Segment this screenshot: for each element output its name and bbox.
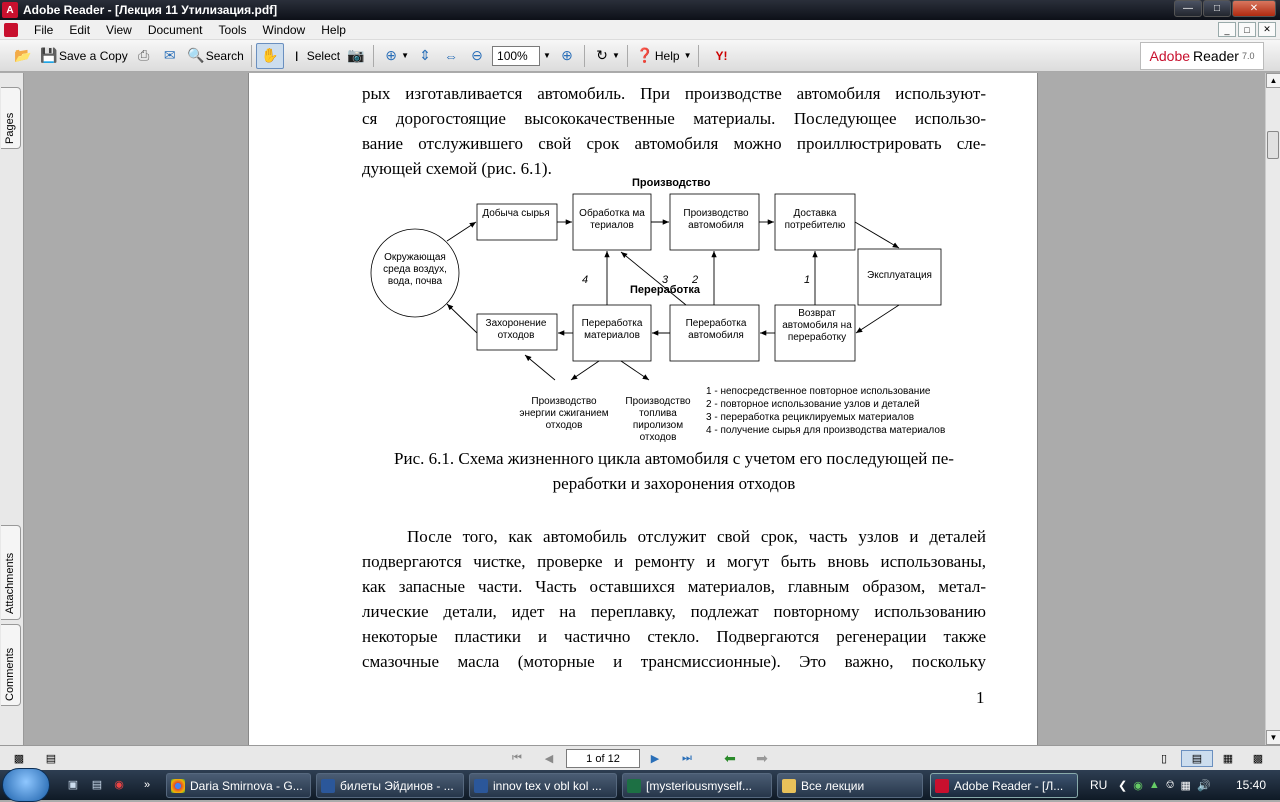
adobe-reader-logo <box>1140 42 1264 70</box>
continuous-facing-view-button[interactable]: ▩ <box>1252 753 1264 765</box>
toolbar-divider <box>373 45 374 67</box>
text-line: рых изготавливается автомобиль. При производстве автомобиля используют- <box>362 84 986 103</box>
taskbar-item-word-1[interactable] <box>316 773 464 798</box>
save-copy-label: Save a Copy <box>59 48 128 63</box>
zoom-out-button[interactable] <box>464 43 490 69</box>
word-icon <box>474 779 488 793</box>
taskbar-item-label: Все лекции <box>801 778 865 793</box>
logo-product: Reader <box>1193 48 1239 64</box>
rotate-view-button[interactable] <box>589 43 623 69</box>
diagram-title-production: Производство <box>632 177 711 189</box>
logo-brand: Adobe <box>1149 48 1191 64</box>
chevron-down-icon: ▼ <box>611 51 620 60</box>
taskbar-item-label: билеты Эйдинов - ... <box>340 778 454 793</box>
plus-circle-icon: ⊕ <box>561 47 573 63</box>
previous-page-button[interactable]: ◀ <box>544 753 554 765</box>
scroll-up-arrow[interactable]: ▲ <box>1266 73 1280 88</box>
logo-version: 7.0 <box>1241 51 1255 61</box>
tab-pages-label: Pages <box>4 112 16 144</box>
page-size-icon: ▩ <box>13 753 25 765</box>
last-page-button[interactable]: ⏭ <box>682 752 692 764</box>
switch-windows-icon[interactable]: ▤ <box>91 779 103 791</box>
toolbar-divider <box>251 45 252 67</box>
adobe-reader-icon <box>935 779 949 793</box>
chrome-quicklaunch-icon[interactable]: ◉ <box>114 779 124 791</box>
close-button[interactable]: ✕ <box>1232 0 1276 17</box>
chevron-down-icon: ▼ <box>683 51 692 60</box>
label-num-4: 4 <box>582 274 589 286</box>
yahoo-button[interactable] <box>703 43 739 69</box>
fit-page-button[interactable] <box>412 43 438 69</box>
status-bar <box>0 745 1280 770</box>
tray-expand-icon[interactable]: ❮ <box>1118 779 1128 792</box>
next-page-button[interactable]: ▶ <box>650 753 660 765</box>
legend-item: 4 - получение сырья для производства материалов <box>706 425 946 436</box>
text-line: ся дорогостоящие высококачественные материалы. Последующее использо- <box>362 109 986 128</box>
search-label: Search <box>205 48 244 63</box>
tray-app-icon[interactable]: ◉ <box>1133 779 1143 792</box>
doc-restore-button[interactable]: □ <box>1238 22 1256 37</box>
print-button[interactable] <box>131 43 157 69</box>
binoculars-icon: 🔍 <box>187 47 205 63</box>
help-label: Help <box>654 48 680 63</box>
minus-circle-icon: ⊖ <box>471 47 483 63</box>
label-num-3: 3 <box>662 274 669 286</box>
chrome-icon <box>171 779 185 793</box>
page-number: 1 <box>976 688 985 707</box>
label-production: Производство автомобиля <box>683 208 749 231</box>
pdf-page <box>248 73 1038 745</box>
search-button[interactable] <box>183 43 247 69</box>
yahoo-icon: Y! <box>715 48 728 63</box>
toolbar-divider <box>584 45 585 67</box>
zoom-in-tool-button[interactable] <box>378 43 412 69</box>
tray-usb-icon[interactable]: ⎊ <box>1165 778 1175 791</box>
tab-pages[interactable] <box>1 87 21 149</box>
facing-view-button[interactable]: ▦ <box>1222 753 1234 765</box>
title-bar <box>0 0 1280 20</box>
legend-item: 3 - переработка рециклируемых материалов <box>706 412 915 423</box>
legend-item: 2 - повторное использование узлов и деталей <box>706 399 920 410</box>
text-line: лические детали, идет на переплавку, подлежат повторному использованию <box>362 602 986 621</box>
page-number-input[interactable]: 1 of 12 <box>566 749 640 768</box>
magnifier-plus-icon: ⊕ <box>385 47 397 63</box>
tab-attachments-label: Attachments <box>4 552 16 614</box>
menu-bar <box>0 20 1280 40</box>
taskbar-item-label: Daria Smirnova - G... <box>190 778 303 793</box>
minimize-button[interactable]: — <box>1174 0 1202 17</box>
start-button[interactable] <box>2 768 50 802</box>
doc-minimize-button[interactable]: _ <box>1218 22 1236 37</box>
email-button[interactable] <box>157 43 183 69</box>
vertical-scrollbar[interactable] <box>1265 73 1280 745</box>
continuous-view-button[interactable]: ▤ <box>1181 750 1213 767</box>
hand-tool-button[interactable] <box>256 43 284 69</box>
taskbar-item-label: Adobe Reader - [Л... <box>954 778 1064 793</box>
folder-icon <box>782 779 796 793</box>
text-line: После того, как автомобиль отслужит свой срок, часть узлов и деталей <box>407 527 986 546</box>
document-menu-icon[interactable] <box>4 23 18 37</box>
scroll-thumb[interactable] <box>1267 131 1279 159</box>
zoom-in-button[interactable] <box>554 43 580 69</box>
snapshot-button[interactable] <box>343 43 369 69</box>
text-line: некоторые пластики и частично стекло. Подвергаются регенерации также <box>362 627 986 646</box>
email-globe-icon: ✉ <box>163 47 176 63</box>
label-processing: Обработка ма териалов <box>579 208 645 231</box>
legend-item: 1 - непосредственное повторное использование <box>706 386 931 397</box>
folder-open-icon: 📂 <box>14 47 32 63</box>
text-line: дующей схемой (рис. 6.1). <box>362 159 552 178</box>
clock-time: 15:40 <box>1236 778 1267 792</box>
language-indicator[interactable] <box>1090 770 1107 800</box>
help-button[interactable] <box>632 43 695 69</box>
taskbar-clock[interactable] <box>1236 770 1266 800</box>
go-forward-button[interactable]: ➡ <box>756 750 768 766</box>
printer-icon: ⎙ <box>138 47 150 63</box>
taskbar-item-label: [mysteriousmyself... <box>646 778 753 793</box>
open-button[interactable] <box>10 43 36 69</box>
text-line: подвергаются чистке, проверке и ремонту и могут быть вновь использованы, <box>362 552 986 571</box>
tray-network-icon[interactable]: ▲ <box>1148 779 1160 791</box>
camera-icon: 📷 <box>347 47 365 63</box>
label-exploitation: Эксплуатация <box>867 270 932 281</box>
word-icon <box>321 779 335 793</box>
label-return: Возврат автомобиля на переработку <box>782 308 852 343</box>
menu-edit[interactable]: Edit <box>69 22 91 37</box>
fit-page-icon: ⇕ <box>419 47 431 63</box>
menu-document[interactable]: Document <box>147 22 203 37</box>
zoom-level-input[interactable]: 100% <box>492 46 540 66</box>
text-line: как запасные части. Часть оставшихся материалов, главным образом, метал- <box>362 577 986 596</box>
menu-tools[interactable]: Tools <box>218 22 247 37</box>
rotate-page-icon: ↻ <box>596 47 608 63</box>
text-line: вание отслужившего свой срок автомобиля можно проиллюстрировать сле- <box>362 134 986 153</box>
select-tool-button[interactable] <box>284 43 343 69</box>
zoom-dropdown-button[interactable] <box>540 43 554 69</box>
adobe-reader-app-icon: A <box>2 2 18 18</box>
fit-width-button[interactable] <box>438 43 464 69</box>
label-energy: Производство энергии сжиганием отходов <box>519 396 609 431</box>
diagram-legend <box>706 385 945 437</box>
go-back-button[interactable]: ⬅ <box>724 750 736 766</box>
language-label: RU <box>1090 778 1108 792</box>
toolbar-divider <box>698 45 699 67</box>
show-desktop-icon[interactable]: ▣ <box>67 779 79 791</box>
spreadsheet-icon <box>627 779 641 793</box>
menu-window[interactable]: Window <box>262 22 306 37</box>
fit-width-icon: ⇔ <box>444 47 459 64</box>
menu-view[interactable]: View <box>106 22 132 37</box>
tab-attachments[interactable] <box>1 525 21 620</box>
select-label: Select <box>306 48 341 63</box>
label-fuel: Производство топлива пиролизом отходов <box>625 396 691 443</box>
maximize-button[interactable]: □ <box>1203 0 1231 17</box>
label-car-recycling: Переработка автомобиля <box>685 318 747 341</box>
chevron-down-icon: ▼ <box>543 51 551 60</box>
label-num-2: 2 <box>692 274 699 286</box>
single-page-view-button[interactable]: ▯ <box>1160 753 1168 765</box>
system-tray <box>1118 770 1211 800</box>
label-mining: Добыча сырья <box>482 208 550 219</box>
panel-toggle-icon[interactable]: ▤ <box>45 753 57 765</box>
text-cursor-icon: I <box>294 47 299 64</box>
navigation-panel <box>0 73 24 745</box>
help-icon: ❓ <box>636 47 654 63</box>
hand-icon: ✋ <box>261 47 279 63</box>
toolbar <box>0 40 1280 72</box>
label-mat-recycling: Переработка материалов <box>581 318 643 341</box>
scroll-down-arrow[interactable]: ▼ <box>1266 730 1280 745</box>
tab-comments[interactable] <box>1 624 21 706</box>
label-burial: Захоронение отходов <box>485 318 547 341</box>
window-title: Adobe Reader - [Лекция 11 Утилизация.pdf] <box>23 3 278 17</box>
save-copy-button[interactable] <box>36 43 131 69</box>
figure-caption-line: реработки и захоронения отходов <box>552 474 796 493</box>
taskbar-item-label: innov tex v obl kol ... <box>493 778 602 793</box>
taskbar-item-folder[interactable] <box>777 773 923 798</box>
tray-volume-icon[interactable]: 🔊 <box>1196 779 1211 792</box>
text-line: смазочные масла (моторные и трансмиссионные). Это важно, поскольку <box>362 652 986 671</box>
taskbar-item-word-2[interactable] <box>469 773 617 798</box>
document-view[interactable] <box>25 73 1265 745</box>
windows-taskbar <box>0 770 1280 800</box>
label-environment: Окружающая среда воздух, вода, почва <box>383 252 447 287</box>
chevron-down-icon: ▼ <box>401 51 410 60</box>
toolbar-divider <box>627 45 628 67</box>
quicklaunch-overflow-icon[interactable]: » <box>143 778 151 791</box>
menu-help[interactable]: Help <box>321 22 346 37</box>
first-page-button[interactable]: ⏮ <box>512 752 522 764</box>
taskbar-item-spreadsheet[interactable] <box>622 773 772 798</box>
doc-close-button[interactable]: ✕ <box>1258 22 1276 37</box>
tab-comments-label: Comments <box>4 647 16 701</box>
taskbar-item-adobe-reader[interactable] <box>930 773 1078 798</box>
floppy-disk-icon: 💾 <box>40 47 58 63</box>
label-delivery: Доставка потребителю <box>784 208 846 231</box>
figure-caption-line: Рис. 6.1. Схема жизненного цикла автомобиля с учетом его последующей пе- <box>394 449 954 468</box>
diagram-title-recycling: Переработка <box>630 284 700 296</box>
menu-file[interactable]: File <box>34 22 54 37</box>
tray-wifi-icon[interactable]: ▦ <box>1180 779 1191 792</box>
label-num-1: 1 <box>804 274 811 286</box>
taskbar-item-chrome[interactable] <box>166 773 311 798</box>
